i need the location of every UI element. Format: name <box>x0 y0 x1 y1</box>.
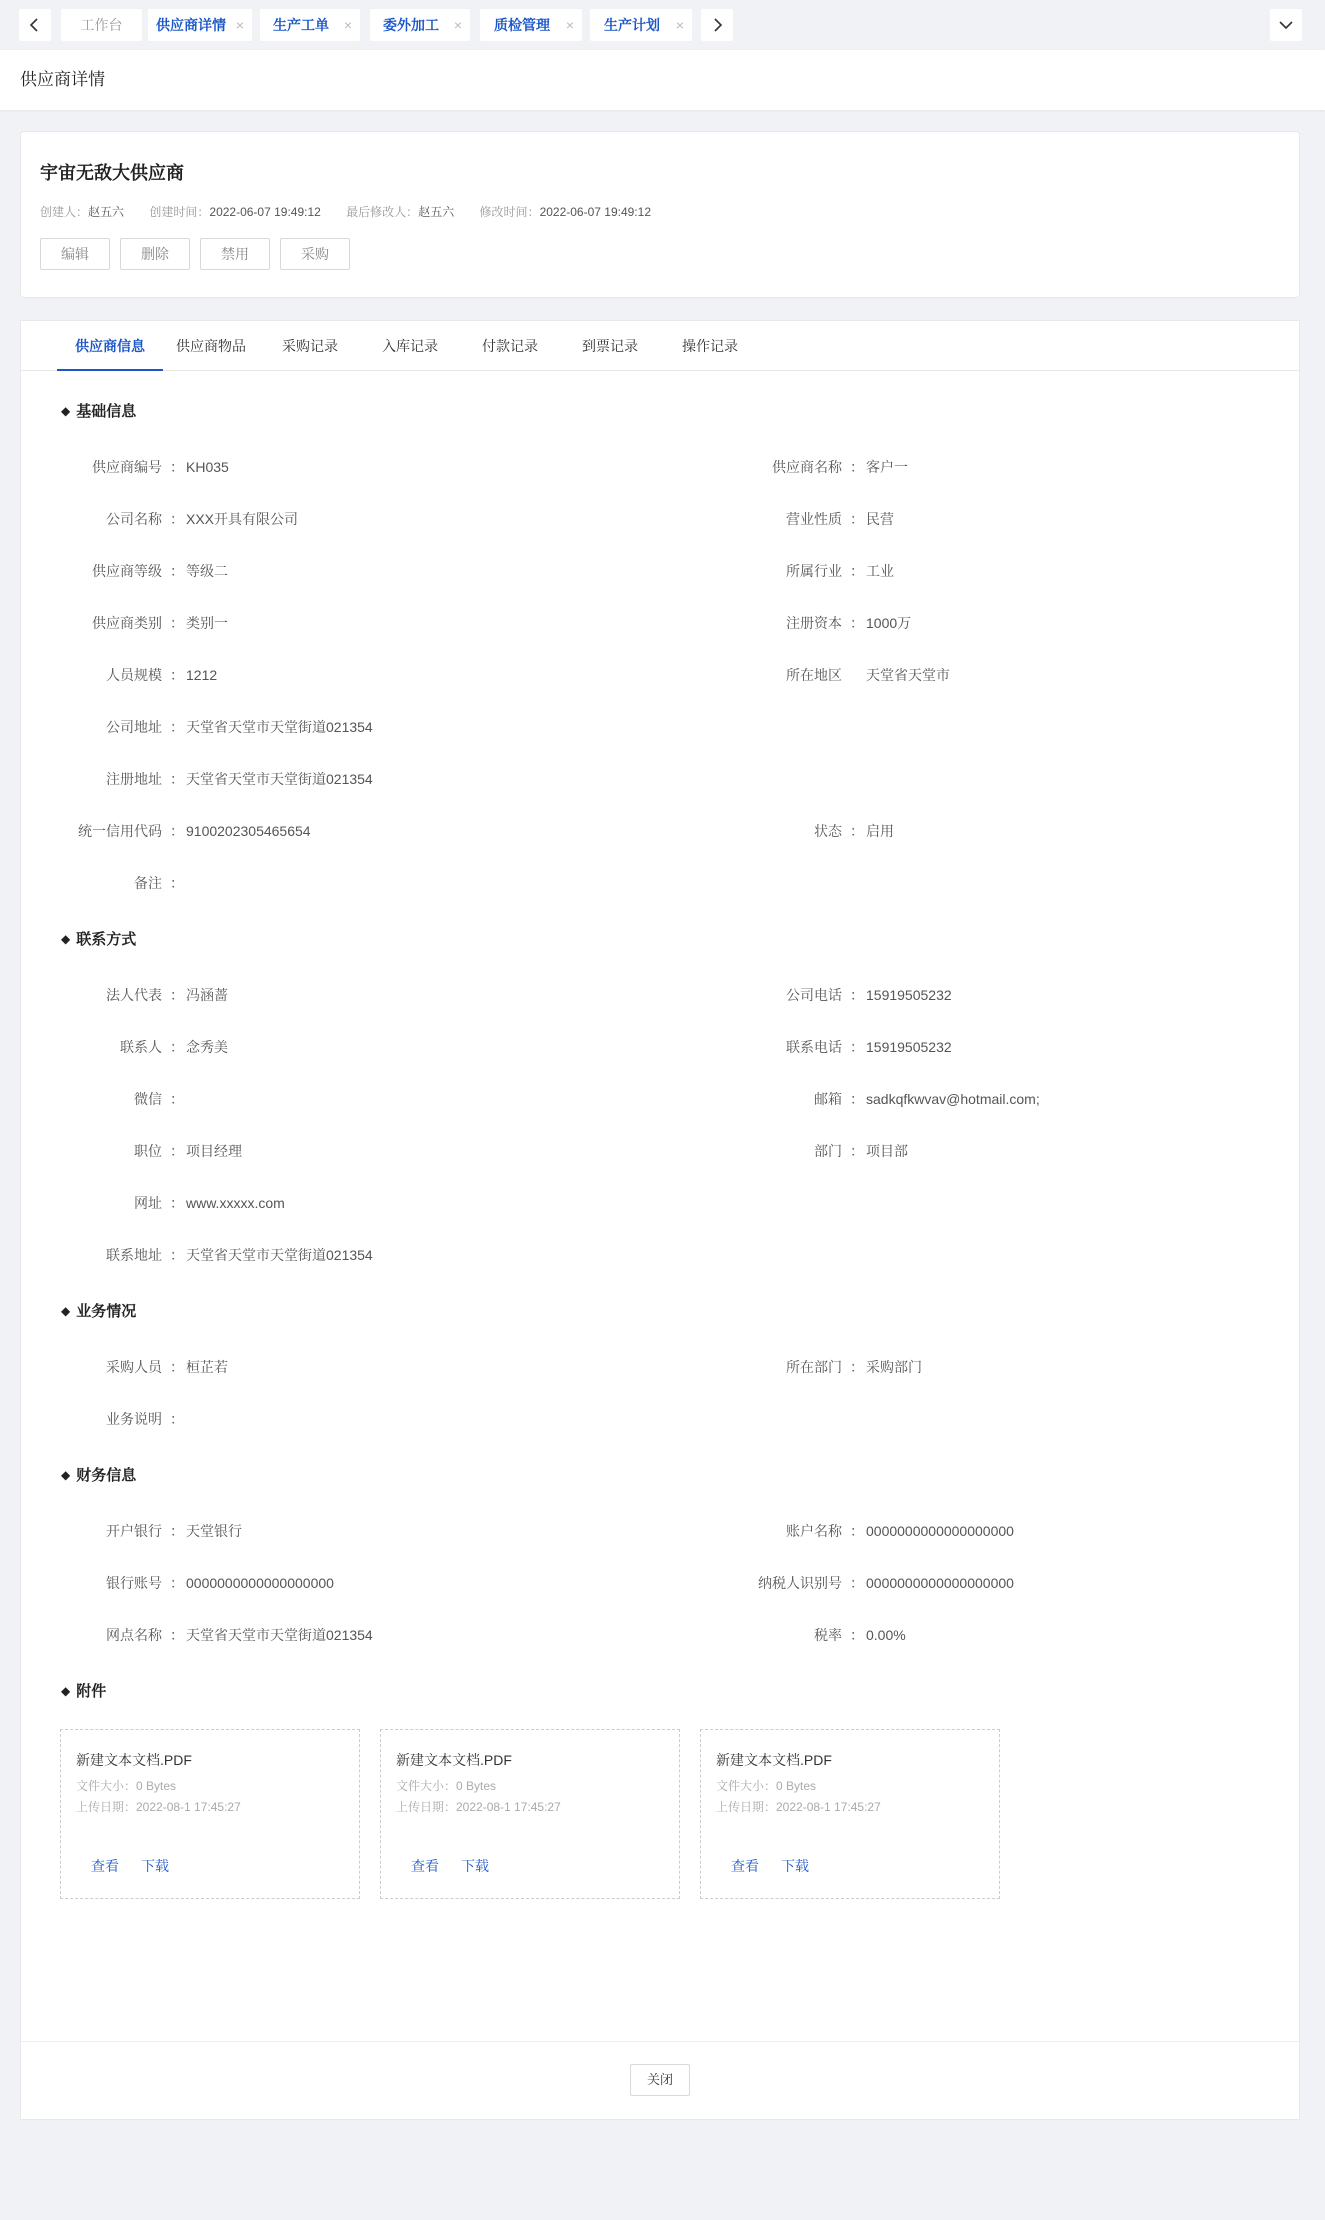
colon: ： <box>170 1359 184 1375</box>
field-credit-code <box>78 821 311 841</box>
field-label: 网点名称 <box>106 1627 162 1643</box>
view-link[interactable]: 查看 <box>731 1858 759 1874</box>
colon: ： <box>850 511 864 527</box>
tab-operation-records[interactable]: 操作记录 <box>682 338 738 354</box>
tab-supplier-items[interactable]: 供应商物品 <box>176 338 246 354</box>
field-label: 注册资本 <box>786 615 842 631</box>
field-company-name <box>106 509 299 529</box>
field-contact-person <box>120 1037 228 1057</box>
purchase-button[interactable]: 采购 <box>280 238 350 270</box>
modifier-value: 赵五六 <box>418 205 455 219</box>
close-icon[interactable]: × <box>565 17 574 33</box>
colon: ： <box>170 563 184 579</box>
field-value: 9100202305465654 <box>186 823 311 839</box>
section-basic-info <box>61 400 136 421</box>
field-value: 冯涵蔷 <box>186 987 228 1003</box>
field-buyer-department <box>786 1357 922 1377</box>
field-value: 天堂省天堂市天堂街道021354 <box>186 771 373 787</box>
colon: ： <box>170 511 184 527</box>
field-registered-address <box>106 769 373 789</box>
field-value: 等级二 <box>186 563 228 579</box>
delete-button[interactable]: 删除 <box>120 238 190 270</box>
field-business-nature <box>786 509 894 529</box>
tab-payment-records[interactable]: 付款记录 <box>482 338 538 354</box>
close-button[interactable]: 关闭 <box>630 2064 690 2096</box>
field-supplier-code <box>92 457 229 477</box>
colon: ： <box>170 1195 184 1211</box>
colon: ： <box>170 1523 184 1539</box>
field-label: 备注 <box>134 875 162 891</box>
creator-label: 创建人： <box>40 205 89 219</box>
attachment-card <box>60 1729 360 1899</box>
colon: ： <box>170 1039 184 1055</box>
field-label: 职位 <box>134 1143 162 1159</box>
supplier-name: 宇宙无敌大供应商 <box>40 163 184 183</box>
section-title-text: 财务信息 <box>76 1467 137 1484</box>
field-value: XXX开具有限公司 <box>186 511 299 527</box>
edit-button[interactable]: 编辑 <box>40 238 110 270</box>
field-tax-rate <box>814 1625 906 1645</box>
field-value: sadkqfkwvav@hotmail.com; <box>866 1091 1040 1107</box>
colon: ： <box>170 615 184 631</box>
field-company-address <box>106 717 373 737</box>
action-buttons <box>40 238 360 270</box>
diamond-icon: ◆ <box>61 1304 71 1318</box>
modifier-label: 最后修改人： <box>346 205 419 219</box>
field-value: 天堂省天堂市 <box>866 667 950 683</box>
section-business <box>61 1300 136 1321</box>
attachment-date: 上传日期：2022-08-1 17:45:27 <box>76 1800 241 1814</box>
attachment-date: 上传日期：2022-08-1 17:45:27 <box>716 1800 881 1814</box>
colon: ： <box>850 563 864 579</box>
field-label: 微信 <box>134 1091 162 1107</box>
field-contact-phone <box>786 1037 952 1057</box>
diamond-icon: ◆ <box>61 1468 71 1482</box>
field-value: 天堂银行 <box>186 1523 242 1539</box>
page-title: 供应商详情 <box>20 70 105 89</box>
close-icon[interactable]: × <box>343 17 352 33</box>
tabs-next-button[interactable] <box>701 9 733 41</box>
colon: ： <box>850 987 864 1003</box>
field-position <box>134 1141 242 1161</box>
colon: ： <box>170 1091 184 1107</box>
creator-value: 赵五六 <box>88 205 125 219</box>
tab-label: 生产计划 <box>604 17 660 33</box>
tabs-more-button[interactable] <box>1270 9 1302 41</box>
colon: ： <box>850 615 864 631</box>
tab-purchase-records[interactable]: 采购记录 <box>282 338 338 354</box>
tab-invoice-records[interactable]: 到票记录 <box>582 338 638 354</box>
field-label: 供应商名称 <box>772 459 842 475</box>
chevron-down-icon <box>1270 9 1302 41</box>
download-link[interactable]: 下载 <box>461 1858 489 1874</box>
attachment-size: 文件大小：0 Bytes <box>396 1779 497 1793</box>
attachment-size: 文件大小：0 Bytes <box>76 1779 177 1793</box>
field-tax-id <box>758 1573 1014 1593</box>
field-value: 采购部门 <box>866 1359 922 1375</box>
field-value: KH035 <box>186 459 229 475</box>
field-label: 公司名称 <box>106 511 162 527</box>
field-value: 15919505232 <box>866 987 952 1003</box>
field-staff-size <box>106 665 218 685</box>
colon: ： <box>850 1575 864 1591</box>
field-account-number <box>106 1573 334 1593</box>
attachment-card <box>380 1729 680 1899</box>
tab-production-order[interactable] <box>260 9 360 41</box>
field-label: 联系人 <box>120 1039 162 1055</box>
tab-workbench[interactable] <box>61 9 142 41</box>
colon: ： <box>170 1247 184 1263</box>
field-value: 1000万 <box>866 615 912 631</box>
tab-outsourcing[interactable] <box>370 9 470 41</box>
tab-label: 质检管理 <box>494 17 550 33</box>
colon: ： <box>850 1143 864 1159</box>
field-registered-capital <box>786 613 912 633</box>
close-icon[interactable]: × <box>235 17 244 33</box>
detail-tabs <box>21 321 1299 371</box>
meta-row <box>40 203 673 220</box>
colon: ： <box>170 1627 184 1643</box>
footer-divider <box>21 2041 1299 2042</box>
colon: ： <box>850 1091 864 1107</box>
field-department <box>814 1141 908 1161</box>
field-label: 联系地址 <box>106 1247 162 1263</box>
page-header <box>0 50 1325 110</box>
field-account-name <box>786 1521 1014 1541</box>
field-label: 人员规模 <box>106 667 162 683</box>
tabs-prev-button[interactable] <box>19 9 51 41</box>
field-label: 部门 <box>814 1143 842 1159</box>
field-label: 开户银行 <box>106 1523 162 1539</box>
attachment-card <box>700 1729 1000 1899</box>
field-value: 天堂省天堂市天堂街道021354 <box>186 1247 373 1263</box>
section-title-text: 业务情况 <box>76 1303 137 1320</box>
colon: ： <box>170 823 184 839</box>
close-icon[interactable]: × <box>675 17 684 33</box>
section-title-text: 基础信息 <box>76 403 137 420</box>
field-label: 所在地区 <box>786 667 842 683</box>
tab-stock-in-records[interactable]: 入库记录 <box>382 338 438 354</box>
tab-supplier-info[interactable]: 供应商信息 <box>57 321 163 371</box>
section-finance <box>61 1464 136 1485</box>
colon: ： <box>850 823 864 839</box>
view-link[interactable]: 查看 <box>91 1858 119 1874</box>
colon: ： <box>850 1627 864 1643</box>
field-value: www.xxxxx.com <box>186 1195 285 1211</box>
field-value: 0.00% <box>866 1627 906 1643</box>
diamond-icon: ◆ <box>61 404 71 418</box>
colon: ： <box>170 1411 184 1427</box>
field-branch <box>106 1625 373 1645</box>
tab-production-plan[interactable] <box>590 9 692 41</box>
colon: ： <box>170 1143 184 1159</box>
field-buyer <box>106 1357 228 1377</box>
field-value: 启用 <box>866 823 894 839</box>
colon: ： <box>170 667 184 683</box>
attachment-name: 新建文本文档.PDF <box>396 1752 512 1768</box>
section-title-text: 联系方式 <box>76 931 137 948</box>
detail-card <box>20 320 1300 2120</box>
tab-label: 生产工单 <box>273 17 329 33</box>
field-value: 项目经理 <box>186 1143 242 1159</box>
field-value: 类别一 <box>186 615 228 631</box>
attachment-name: 新建文本文档.PDF <box>716 1752 832 1768</box>
colon: ： <box>170 1575 184 1591</box>
diamond-icon: ◆ <box>61 1684 71 1698</box>
field-label: 纳税人识别号 <box>758 1575 842 1591</box>
diamond-icon: ◆ <box>61 932 71 946</box>
field-value: 念秀美 <box>186 1039 228 1055</box>
field-label: 营业性质 <box>786 511 842 527</box>
field-industry <box>786 561 894 581</box>
modified-label: 修改时间： <box>479 205 540 219</box>
attachment-date: 上传日期：2022-08-1 17:45:27 <box>396 1800 561 1814</box>
field-label: 邮箱 <box>814 1091 842 1107</box>
tab-strip <box>0 0 1325 50</box>
field-label: 账户名称 <box>786 1523 842 1539</box>
field-value: 0000000000000000000 <box>866 1523 1014 1539</box>
section-attachments <box>61 1680 106 1701</box>
field-bank <box>106 1521 242 1541</box>
close-icon[interactable]: × <box>453 17 462 33</box>
field-contact-address <box>106 1245 373 1265</box>
field-label: 所属行业 <box>786 563 842 579</box>
field-label: 业务说明 <box>106 1411 162 1427</box>
tab-label: 供应商详情 <box>156 17 226 33</box>
supplier-summary-card <box>20 131 1300 298</box>
field-label: 统一信用代码 <box>78 823 162 839</box>
tab-quality-inspection[interactable] <box>480 9 582 41</box>
tab-supplier-detail[interactable] <box>148 9 252 41</box>
field-value: 天堂省天堂市天堂街道021354 <box>186 1627 373 1643</box>
section-contact <box>61 928 136 949</box>
view-link[interactable]: 查看 <box>411 1858 439 1874</box>
field-status <box>814 821 894 841</box>
attachment-name: 新建文本文档.PDF <box>76 1752 192 1768</box>
tab-label: 工作台 <box>80 17 123 33</box>
field-label: 所在部门 <box>786 1359 842 1375</box>
field-value: 0000000000000000000 <box>186 1575 334 1591</box>
created-label: 创建时间： <box>149 205 210 219</box>
field-value: 15919505232 <box>866 1039 952 1055</box>
colon: ： <box>850 1523 864 1539</box>
field-region <box>786 665 950 685</box>
field-value: 桓芷若 <box>186 1359 228 1375</box>
field-supplier-name <box>772 457 908 477</box>
field-value: 1212 <box>186 667 218 683</box>
colon: ： <box>850 459 864 475</box>
field-supplier-grade <box>92 561 228 581</box>
tab-label: 委外加工 <box>383 17 439 33</box>
download-link[interactable]: 下载 <box>141 1858 169 1874</box>
colon: ： <box>170 459 184 475</box>
attachment-size: 文件大小：0 Bytes <box>716 1779 817 1793</box>
field-label: 法人代表 <box>106 987 162 1003</box>
field-label: 税率 <box>814 1627 842 1643</box>
chevron-left-icon <box>19 9 51 41</box>
field-value: 0000000000000000000 <box>866 1575 1014 1591</box>
field-label: 供应商编号 <box>92 459 162 475</box>
field-label: 注册地址 <box>106 771 162 787</box>
field-label: 供应商等级 <box>92 563 162 579</box>
colon: ： <box>850 1039 864 1055</box>
field-supplier-category <box>92 613 228 633</box>
field-label: 公司地址 <box>106 719 162 735</box>
colon: ： <box>170 875 184 891</box>
download-link[interactable]: 下载 <box>781 1858 809 1874</box>
field-email <box>814 1089 1040 1109</box>
field-value: 天堂省天堂市天堂街道021354 <box>186 719 373 735</box>
chevron-right-icon <box>701 9 733 41</box>
field-value: 项目部 <box>866 1143 908 1159</box>
colon: ： <box>170 987 184 1003</box>
field-label: 公司电话 <box>786 987 842 1003</box>
section-title-text: 附件 <box>76 1683 107 1700</box>
field-website <box>134 1193 285 1213</box>
field-label: 银行账号 <box>106 1575 162 1591</box>
colon: ： <box>170 719 184 735</box>
field-label: 联系电话 <box>786 1039 842 1055</box>
colon: ： <box>170 771 184 787</box>
field-label: 网址 <box>134 1195 162 1211</box>
created-value: 2022-06-07 19:49:12 <box>209 205 321 219</box>
colon: ： <box>850 1359 864 1375</box>
field-label: 采购人员 <box>106 1359 162 1375</box>
field-value: 民营 <box>866 511 894 527</box>
field-label: 状态 <box>814 823 842 839</box>
field-company-phone <box>786 985 952 1005</box>
modified-value: 2022-06-07 19:49:12 <box>539 205 651 219</box>
field-value: 工业 <box>866 563 894 579</box>
field-value: 客户一 <box>866 459 908 475</box>
disable-button[interactable]: 禁用 <box>200 238 270 270</box>
field-label: 供应商类别 <box>92 615 162 631</box>
field-legal-rep <box>106 985 228 1005</box>
